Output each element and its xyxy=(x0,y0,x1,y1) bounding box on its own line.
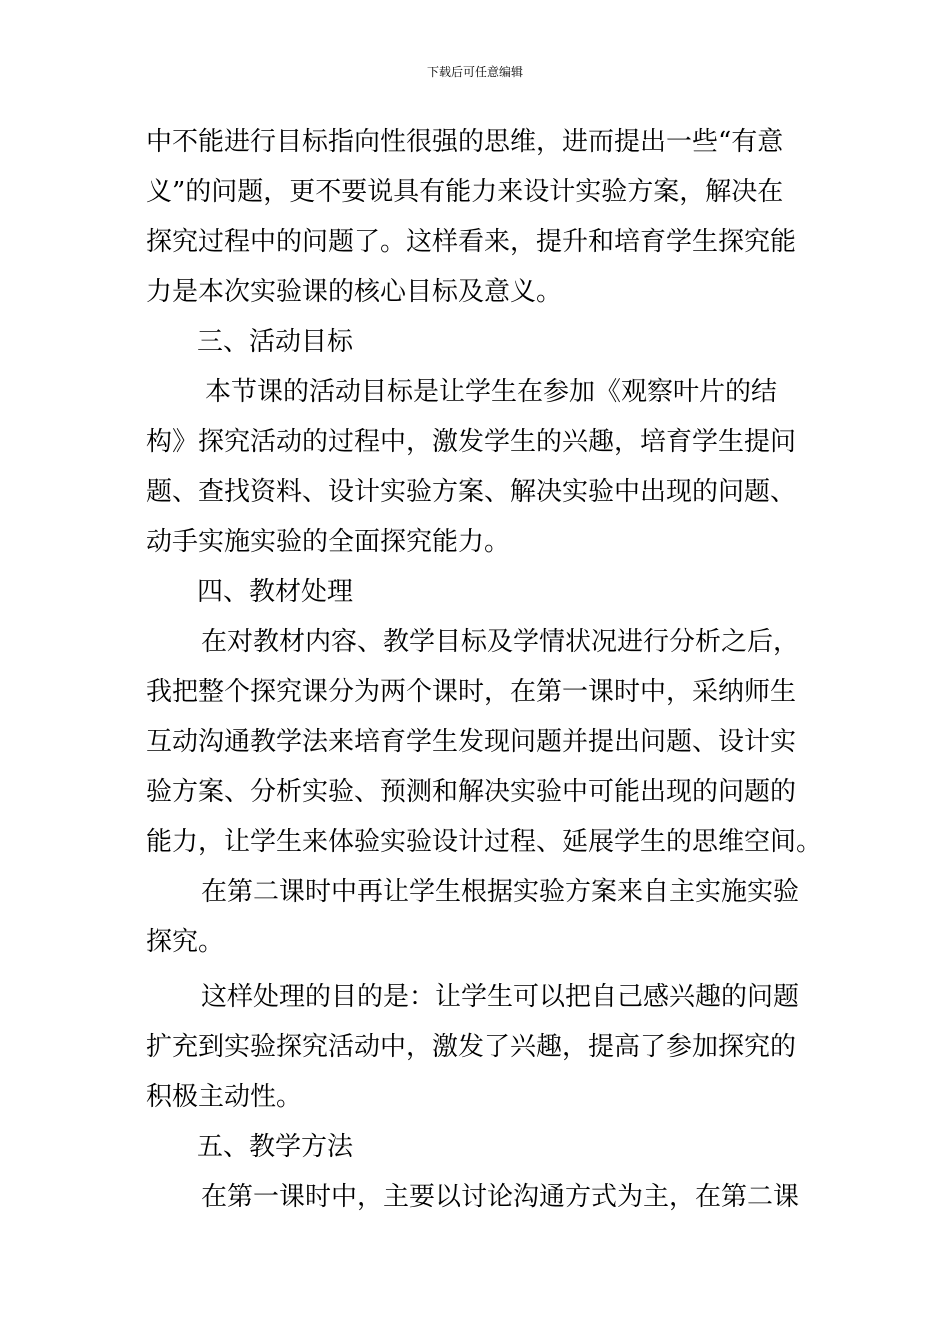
section-heading: 三、活动目标 xyxy=(197,327,354,357)
text-line: 探究。 xyxy=(146,927,225,957)
text-line: 探究过程中的问题了。这样看来，提升和培育学生探究能 xyxy=(146,227,797,257)
text-line: 在第一课时中，主要以讨论沟通方式为主，在第二课 xyxy=(201,1182,800,1212)
section-heading: 四、教材处理 xyxy=(197,577,354,607)
section-heading: 五、教学方法 xyxy=(197,1132,354,1162)
text-line: 扩充到实验探究活动中，激发了兴趣，提高了参加探究的 xyxy=(146,1032,797,1062)
text-line: 义”的问题，更不要说具有能力来设计实验方案，解决在 xyxy=(146,177,784,207)
text-line: 题、查找资料、设计实验方案、解决实验中出现的问题、 xyxy=(146,477,797,507)
text-line: 在对教材内容、教学目标及学情状况进行分析之后， xyxy=(201,627,800,657)
text-line: 动手实施实验的全面探究能力。 xyxy=(146,527,511,557)
text-line: 互动沟通教学法来培育学生发现问题并提出问题、设计实 xyxy=(146,727,797,757)
text-line: 中不能进行目标指向性很强的思维，进而提出一些“有意 xyxy=(146,127,784,157)
text-line: 验方案、分析实验、预测和解决实验中可能出现的问题的 xyxy=(146,777,797,807)
text-line: 能力，让学生来体验实验设计过程、延展学生的思维空间。 xyxy=(146,827,823,857)
text-line: 构》探究活动的过程中，激发学生的兴趣，培育学生提问 xyxy=(146,427,797,457)
text-line: 积极主动性。 xyxy=(146,1082,303,1112)
text-line: 本节课的活动目标是让学生在参加《观察叶片的结 xyxy=(205,377,778,407)
text-line: 我把整个探究课分为两个课时，在第一课时中，采纳师生 xyxy=(146,677,797,707)
text-line: 这样处理的目的是：让学生可以把自己感兴趣的问题 xyxy=(201,982,800,1012)
text-line: 在第二课时中再让学生根据实验方案来自主实施实验 xyxy=(201,877,800,907)
text-line: 力是本次实验课的核心目标及意义。 xyxy=(146,277,563,307)
page-header: 下载后可任意编辑 xyxy=(426,65,523,79)
